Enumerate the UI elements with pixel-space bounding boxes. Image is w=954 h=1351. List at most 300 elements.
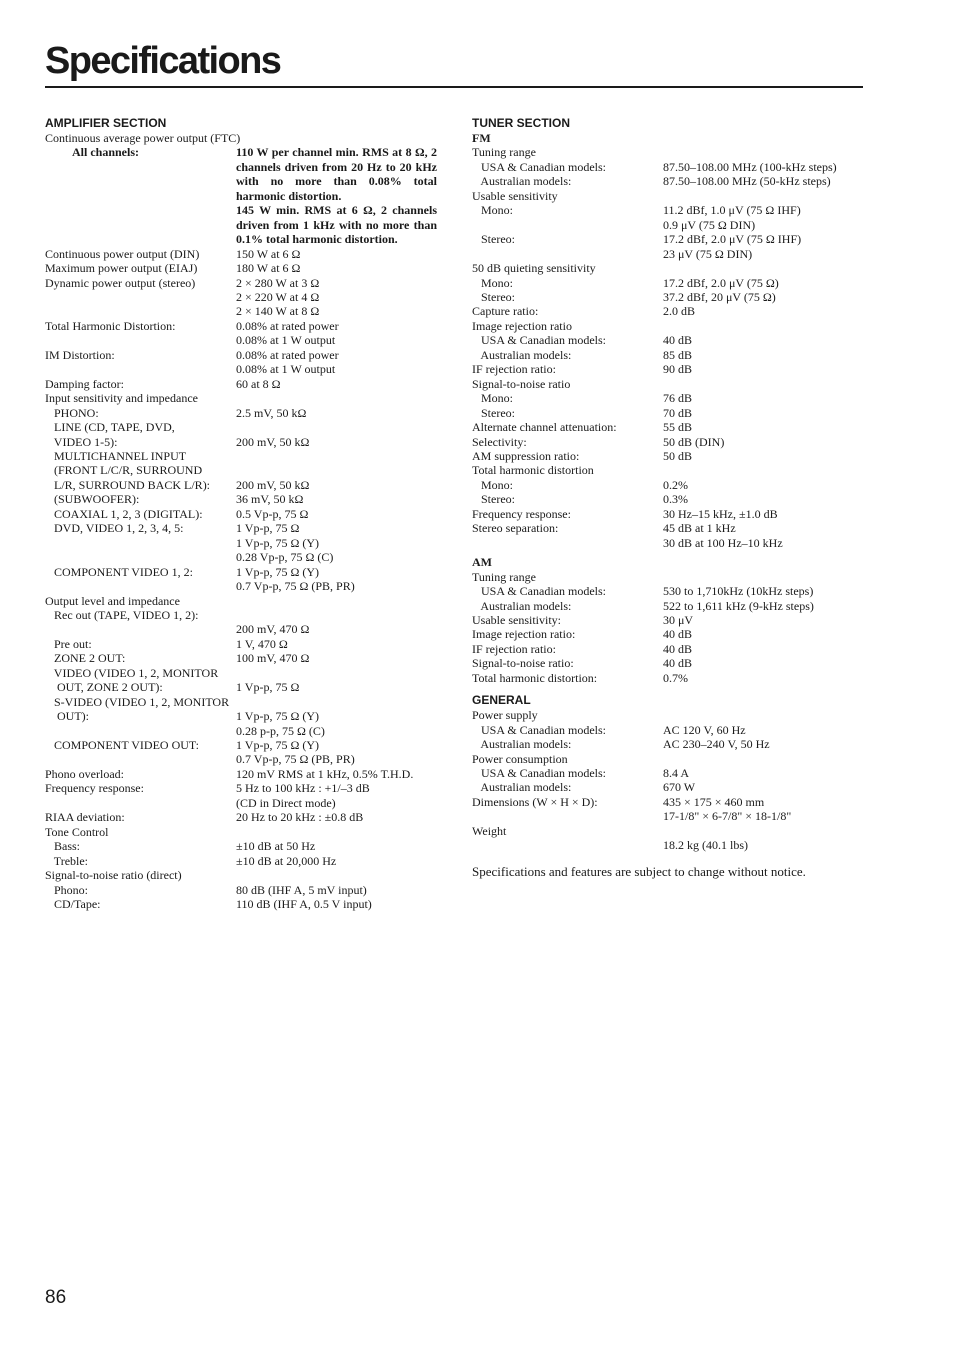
spec-row xyxy=(45,435,437,449)
spec-value xyxy=(663,304,862,318)
spec-row xyxy=(45,709,437,738)
spec-row xyxy=(472,348,862,362)
spec-value xyxy=(236,492,437,506)
spec-row xyxy=(45,738,437,767)
spec-row xyxy=(472,766,862,780)
spec-value-line: ±10 dB at 20,000 Hz xyxy=(236,853,337,868)
spec-value-line: 2 × 280 W at 3 Ω xyxy=(236,275,320,290)
spec-row xyxy=(45,810,437,824)
spec-label: Rec out (TAPE, VIDEO 1, 2): xyxy=(45,607,199,622)
spec-value-line: 90 dB xyxy=(663,362,693,377)
spec-row xyxy=(45,680,437,694)
spec-label: Power consumption xyxy=(472,751,568,766)
spec-value-line: 40 dB xyxy=(663,627,693,642)
spec-value-line: 1 Vp-p, 75 Ω xyxy=(236,521,300,536)
spec-label: (FRONT L/C/R, SURROUND xyxy=(45,463,203,478)
spec-label: USA & Canadian models: xyxy=(472,722,606,737)
spec-label: VIDEO 1-5): xyxy=(45,434,118,449)
spec-label: Mono: xyxy=(472,391,514,406)
spec-row xyxy=(45,420,437,434)
spec-value-line: 0.2% xyxy=(663,477,688,492)
spec-label: S-VIDEO (VIDEO 1, 2, MONITOR xyxy=(45,694,230,709)
spec-value xyxy=(236,276,437,319)
spec-value-line: 200 mV, 50 kΩ xyxy=(236,477,310,492)
spec-value-line: 45 dB at 1 kHz xyxy=(663,521,736,536)
spec-row xyxy=(472,160,862,174)
spec-label: Tuning range xyxy=(472,569,536,584)
general-spec-list xyxy=(472,708,862,853)
spec-value xyxy=(663,584,862,598)
spec-label: OUT): xyxy=(45,709,89,724)
spec-label: Stereo: xyxy=(472,405,515,420)
spec-value xyxy=(236,377,437,391)
spec-row xyxy=(45,391,437,405)
spec-row xyxy=(45,319,437,348)
general-section-heading: GENERAL xyxy=(472,693,531,708)
spec-label: Total harmonic distortion: xyxy=(472,670,598,685)
spec-value-line: 0.7 Vp-p, 75 Ω (PB, PR) xyxy=(236,752,355,767)
spec-value xyxy=(663,160,862,174)
spec-value-line: 0.28 p-p, 75 Ω (C) xyxy=(236,723,325,738)
spec-label: 50 dB quieting sensitivity xyxy=(472,261,596,276)
spec-value-line: 30 dB at 100 Hz–10 kHz xyxy=(663,535,783,550)
spec-row xyxy=(472,319,862,333)
spec-row xyxy=(45,651,437,665)
all-channels-label: All channels: xyxy=(72,145,140,160)
spec-value xyxy=(236,767,437,781)
spec-value xyxy=(236,839,437,853)
spec-value-line: 5 Hz to 100 kHz : +1/–3 dB xyxy=(236,781,370,796)
all-channels-text-2: 145 W min. RMS at 6 Ω, 2 channels driven from 1 kHz with no more than 0.1% total harmonic distortion. xyxy=(236,203,437,247)
spec-label: Stereo: xyxy=(472,492,515,507)
spec-value-line: 11.2 dBf, 1.0 μV (75 Ω IHF) xyxy=(663,203,801,218)
spec-label: Output level and impedance xyxy=(45,593,180,608)
spec-value-line: 0.5 Vp-p, 75 Ω xyxy=(236,506,309,521)
spec-value-line: 76 dB xyxy=(663,391,693,406)
spec-row xyxy=(472,642,862,656)
spec-row xyxy=(45,261,437,275)
spec-row xyxy=(472,492,862,506)
spec-label: Power supply xyxy=(472,708,538,723)
spec-value xyxy=(236,680,437,694)
spec-label: Stereo: xyxy=(472,232,515,247)
spec-row xyxy=(45,276,437,319)
spec-value-line: AC 230–240 V, 50 Hz xyxy=(663,737,770,752)
fm-subheading: FM xyxy=(472,131,491,145)
spec-value-line: 30 Hz–15 kHz, ±1.0 dB xyxy=(663,506,778,521)
spec-row xyxy=(472,838,862,852)
spec-value xyxy=(663,766,862,780)
spec-value-line: 180 W at 6 Ω xyxy=(236,261,301,276)
spec-value-line: 30 μV xyxy=(663,612,694,627)
spec-value xyxy=(236,319,437,348)
spec-label: PHONO: xyxy=(45,405,99,420)
spec-row xyxy=(472,671,862,685)
spec-value-line: 150 W at 6 Ω xyxy=(236,246,301,261)
spec-row xyxy=(472,290,862,304)
spec-row xyxy=(472,708,862,722)
spec-value xyxy=(236,435,437,449)
spec-value-line: 8.4 A xyxy=(663,766,690,781)
spec-label: Mono: xyxy=(472,477,514,492)
spec-label: Tone Control xyxy=(45,824,109,839)
spec-label: RIAA deviation: xyxy=(45,810,125,825)
spec-row xyxy=(472,521,862,550)
spec-value xyxy=(663,838,862,852)
spec-row xyxy=(472,232,862,261)
all-channels-text-1: 110 W per channel min. RMS at 8 Ω, 2 channels driven from 20 Hz to 20 kHz with no more than 0.08% total harmonic distortion. xyxy=(236,145,437,203)
spec-value xyxy=(236,738,437,767)
spec-label: LINE (CD, TAPE, DVD, xyxy=(45,420,175,435)
spec-label: Australian models: xyxy=(472,780,572,795)
amplifier-section-heading: AMPLIFIER SECTION xyxy=(45,116,167,130)
spec-value-line: 530 to 1,710kHz (10kHz steps) xyxy=(663,584,814,599)
spec-value-line: 100 mV, 470 Ω xyxy=(236,651,310,666)
spec-value-line: 40 dB xyxy=(663,641,693,656)
spec-row xyxy=(45,767,437,781)
spec-row xyxy=(472,824,862,838)
spec-label: Phono overload: xyxy=(45,766,124,781)
spec-value-line: 435 × 175 × 460 mm xyxy=(663,794,765,809)
spec-value xyxy=(236,507,437,521)
spec-value-line: 0.7% xyxy=(663,670,688,685)
all-channels-value xyxy=(236,145,437,246)
spec-label: Pre out: xyxy=(45,636,92,651)
spec-label: CD/Tape: xyxy=(45,897,101,912)
spec-row xyxy=(45,594,437,608)
spec-label: Australian models: xyxy=(472,347,572,362)
spec-value-line: 50 dB xyxy=(663,448,693,463)
spec-value xyxy=(663,492,862,506)
spec-label: Signal-to-noise ratio xyxy=(472,376,571,391)
spec-label: OUT, ZONE 2 OUT): xyxy=(45,680,163,695)
spec-value-line: 36 mV, 50 kΩ xyxy=(236,492,304,507)
spec-value xyxy=(663,723,862,737)
spec-row xyxy=(45,695,437,709)
spec-label: Mono: xyxy=(472,275,514,290)
spec-value xyxy=(663,406,862,420)
spec-value-line: 1 V, 470 Ω xyxy=(236,636,288,651)
spec-value xyxy=(663,174,862,188)
spec-value-line: 23 μV (75 Ω DIN) xyxy=(663,246,753,261)
spec-label: USA & Canadian models: xyxy=(472,159,606,174)
spec-row xyxy=(45,854,437,868)
spec-label: IM Distortion: xyxy=(45,347,115,362)
spec-value-line: 40 dB xyxy=(663,656,693,671)
spec-value-line: 2.0 dB xyxy=(663,304,696,319)
spec-label: Phono: xyxy=(45,882,89,897)
spec-value xyxy=(236,478,437,492)
spec-value xyxy=(663,478,862,492)
spec-value xyxy=(663,737,862,751)
spec-row xyxy=(472,203,862,232)
spec-value xyxy=(236,810,437,824)
spec-label: VIDEO (VIDEO 1, 2, MONITOR xyxy=(45,665,219,680)
spec-row xyxy=(472,599,862,613)
spec-value xyxy=(236,261,437,275)
spec-value-line: 17-1/8" × 6-7/8" × 18-1/8" xyxy=(663,809,792,824)
spec-value xyxy=(236,247,437,261)
spec-value-line: 60 at 8 Ω xyxy=(236,376,281,391)
spec-row xyxy=(472,507,862,521)
am-subheading: AM xyxy=(472,555,492,570)
spec-row xyxy=(45,897,437,911)
spec-label: Bass: xyxy=(45,839,81,854)
all-channels-row xyxy=(45,145,437,246)
spec-row xyxy=(45,637,437,651)
spec-label: Alternate channel attenuation: xyxy=(472,420,617,435)
spec-row xyxy=(472,420,862,434)
spec-row xyxy=(472,145,862,159)
spec-value xyxy=(236,622,437,636)
spec-value-line: 37.2 dBf, 20 μV (75 Ω) xyxy=(663,289,776,304)
spec-value-line: 70 dB xyxy=(663,405,693,420)
spec-row xyxy=(472,463,862,477)
spec-value xyxy=(663,795,862,824)
spec-value xyxy=(236,651,437,665)
spec-value xyxy=(663,671,862,685)
spec-value-line: 1 Vp-p, 75 Ω (Y) xyxy=(236,564,320,579)
spec-label: Frequency response: xyxy=(45,781,144,796)
spec-row xyxy=(472,276,862,290)
spec-label: Treble: xyxy=(45,853,89,868)
spec-value xyxy=(236,637,437,651)
spec-value xyxy=(663,232,862,261)
spec-row xyxy=(472,449,862,463)
spec-label: Usable sensitivity: xyxy=(472,612,561,627)
spec-label: Capture ratio: xyxy=(472,304,539,319)
spec-row xyxy=(472,627,862,641)
spec-row xyxy=(472,780,862,794)
spec-value-line: 670 W xyxy=(663,780,696,795)
spec-value-line: 120 mV RMS at 1 kHz, 0.5% T.H.D. xyxy=(236,766,414,781)
spec-row xyxy=(472,752,862,766)
spec-row xyxy=(472,613,862,627)
spec-label: COAXIAL 1, 2, 3 (DIGITAL): xyxy=(45,506,203,521)
spec-label: Total harmonic distortion xyxy=(472,463,594,478)
spec-value xyxy=(236,781,437,810)
tuner-general-column xyxy=(472,116,862,879)
change-notice: Specifications and features are subject to change without notice. xyxy=(472,863,806,879)
spec-row xyxy=(472,261,862,275)
spec-value-line: 0.08% at 1 W output xyxy=(236,333,336,348)
spec-value-line: 85 dB xyxy=(663,347,693,362)
spec-label: (SUBWOOFER): xyxy=(45,492,140,507)
spec-row xyxy=(45,622,437,636)
spec-row xyxy=(472,723,862,737)
spec-value-line: 17.2 dBf, 2.0 μV (75 Ω IHF) xyxy=(663,232,802,247)
spec-label: USA & Canadian models: xyxy=(472,766,606,781)
spec-value xyxy=(663,780,862,794)
spec-value-line: 0.08% at rated power xyxy=(236,347,339,362)
spec-label: Usable sensitivity xyxy=(472,188,558,203)
spec-row xyxy=(45,348,437,377)
title-rule xyxy=(45,86,863,88)
spec-label: IF rejection ratio: xyxy=(472,641,556,656)
spec-row xyxy=(472,304,862,318)
spec-row xyxy=(472,435,862,449)
spec-label: Total Harmonic Distortion: xyxy=(45,318,176,333)
spec-row xyxy=(472,377,862,391)
spec-label: Maximum power output (EIAJ) xyxy=(45,261,198,276)
spec-value xyxy=(663,348,862,362)
spec-row xyxy=(472,584,862,598)
spec-row xyxy=(472,656,862,670)
spec-row xyxy=(45,247,437,261)
spec-row xyxy=(45,492,437,506)
spec-label: Weight xyxy=(472,823,507,838)
spec-label: USA & Canadian models: xyxy=(472,333,606,348)
page-number: 86 xyxy=(45,1287,67,1308)
spec-value-line: 0.7 Vp-p, 75 Ω (PB, PR) xyxy=(236,579,355,594)
spec-label: AM suppression ratio: xyxy=(472,448,580,463)
spec-row xyxy=(45,463,437,477)
spec-label: Image rejection ratio: xyxy=(472,627,576,642)
spec-label: Australian models: xyxy=(472,737,572,752)
spec-value xyxy=(663,521,862,550)
spec-value-line: 87.50–108.00 MHz (50-kHz steps) xyxy=(663,174,831,189)
spec-value xyxy=(663,627,862,641)
spec-row xyxy=(45,507,437,521)
spec-value xyxy=(236,883,437,897)
spec-value xyxy=(663,276,862,290)
spec-value-line: 0.9 μV (75 Ω DIN) xyxy=(663,217,756,232)
spec-value-line: 20 Hz to 20 kHz : ±0.8 dB xyxy=(236,810,364,825)
tuner-section-heading: TUNER SECTION xyxy=(472,116,571,130)
spec-row xyxy=(472,570,862,584)
spec-label: Signal-to-noise ratio (direct) xyxy=(45,868,182,883)
spec-value-line: 0.28 Vp-p, 75 Ω (C) xyxy=(236,550,334,565)
spec-label: Mono: xyxy=(472,203,514,218)
spec-label: COMPONENT VIDEO 1, 2: xyxy=(45,564,193,579)
spec-row xyxy=(45,825,437,839)
spec-value-line: 17.2 dBf, 2.0 μV (75 Ω) xyxy=(663,275,779,290)
spec-value-line: ±10 dB at 50 Hz xyxy=(236,839,316,854)
spec-label: Tuning range xyxy=(472,145,536,160)
spec-label: Damping factor: xyxy=(45,376,124,391)
spec-value xyxy=(663,507,862,521)
fm-spec-list xyxy=(472,145,862,550)
spec-value-line: 1 Vp-p, 75 Ω (Y) xyxy=(236,709,320,724)
spec-value-line: AC 120 V, 60 Hz xyxy=(663,722,746,737)
spec-value-line: 200 mV, 470 Ω xyxy=(236,622,310,637)
spec-value xyxy=(663,656,862,670)
spec-label: USA & Canadian models: xyxy=(472,584,606,599)
spec-value-line: 18.2 kg (40.1 lbs) xyxy=(663,838,748,853)
spec-row xyxy=(45,478,437,492)
spec-value-line: 50 dB (DIN) xyxy=(663,434,725,449)
amplifier-column xyxy=(45,116,437,911)
spec-value xyxy=(663,290,862,304)
spec-row xyxy=(45,565,437,594)
spec-value-line: 200 mV, 50 kΩ xyxy=(236,434,310,449)
spec-value xyxy=(663,203,862,232)
spec-label: MULTICHANNEL INPUT xyxy=(45,448,187,463)
spec-label: Continuous power output (DIN) xyxy=(45,246,200,261)
spec-value xyxy=(236,709,437,738)
spec-row xyxy=(45,883,437,897)
spec-label: Selectivity: xyxy=(472,434,527,449)
spec-label: DVD, VIDEO 1, 2, 3, 4, 5: xyxy=(45,521,184,536)
spec-label: Frequency response: xyxy=(472,506,571,521)
spec-value-line: 2 × 220 W at 4 Ω xyxy=(236,289,320,304)
spec-value xyxy=(663,449,862,463)
spec-label: Image rejection ratio xyxy=(472,318,572,333)
spec-value-line: 1 Vp-p, 75 Ω (Y) xyxy=(236,738,320,753)
spec-row xyxy=(472,189,862,203)
spec-row xyxy=(45,608,437,622)
spec-row xyxy=(45,666,437,680)
spec-value-line: 1 Vp-p, 75 Ω (Y) xyxy=(236,535,320,550)
spec-value xyxy=(663,333,862,347)
spec-value xyxy=(663,642,862,656)
spec-value xyxy=(663,435,862,449)
spec-value-line: 1 Vp-p, 75 Ω xyxy=(236,680,300,695)
spec-label: Stereo: xyxy=(472,289,515,304)
spec-label: Input sensitivity and impedance xyxy=(45,391,198,406)
spec-value-line: 110 dB (IHF A, 0.5 V input) xyxy=(236,897,372,912)
spec-value xyxy=(236,521,437,564)
spec-row xyxy=(472,478,862,492)
spec-row xyxy=(472,333,862,347)
spec-value-line: 0.08% at rated power xyxy=(236,318,339,333)
spec-row xyxy=(45,449,437,463)
spec-value xyxy=(236,348,437,377)
spec-row xyxy=(45,868,437,882)
spec-row xyxy=(472,737,862,751)
spec-label: COMPONENT VIDEO OUT: xyxy=(45,738,199,753)
spec-value xyxy=(663,420,862,434)
amplifier-spec-list xyxy=(45,247,437,912)
spec-value-line: 2 × 140 W at 8 Ω xyxy=(236,304,320,319)
spec-label: Australian models: xyxy=(472,598,572,613)
spec-value xyxy=(663,362,862,376)
ftc-label: Continuous average power output (FTC) xyxy=(45,131,241,145)
spec-value-line: 2.5 mV, 50 kΩ xyxy=(236,405,307,420)
spec-value-line: (CD in Direct mode) xyxy=(236,795,336,810)
spec-value xyxy=(663,391,862,405)
spec-row xyxy=(472,795,862,824)
spec-row xyxy=(45,521,437,564)
spec-label: Dynamic power output (stereo) xyxy=(45,275,196,290)
spec-value-line: 87.50–108.00 MHz (100-kHz steps) xyxy=(663,159,837,174)
spec-value xyxy=(236,565,437,594)
spec-value xyxy=(236,406,437,420)
spec-value-line: 522 to 1,611 kHz (9-kHz steps) xyxy=(663,598,814,613)
spec-value xyxy=(236,897,437,911)
spec-label: IF rejection ratio: xyxy=(472,362,556,377)
spec-label: L/R, SURROUND BACK L/R): xyxy=(45,477,211,492)
spec-label: ZONE 2 OUT: xyxy=(45,651,126,666)
spec-row xyxy=(45,377,437,391)
spec-value-line: 80 dB (IHF A, 5 mV input) xyxy=(236,882,367,897)
spec-label: Signal-to-noise ratio: xyxy=(472,656,574,671)
spec-row xyxy=(472,391,862,405)
spec-row xyxy=(45,781,437,810)
spec-value-line: 0.08% at 1 W output xyxy=(236,362,336,377)
spec-row xyxy=(472,362,862,376)
spec-row xyxy=(472,174,862,188)
spec-value-line: 55 dB xyxy=(663,420,693,435)
spec-value xyxy=(663,599,862,613)
spec-row xyxy=(45,406,437,420)
spec-value-line: 0.3% xyxy=(663,492,688,507)
spec-value-line: 40 dB xyxy=(663,333,693,348)
spec-row xyxy=(45,839,437,853)
page-title: Specifications xyxy=(45,40,281,82)
spec-value xyxy=(663,613,862,627)
spec-row xyxy=(472,406,862,420)
